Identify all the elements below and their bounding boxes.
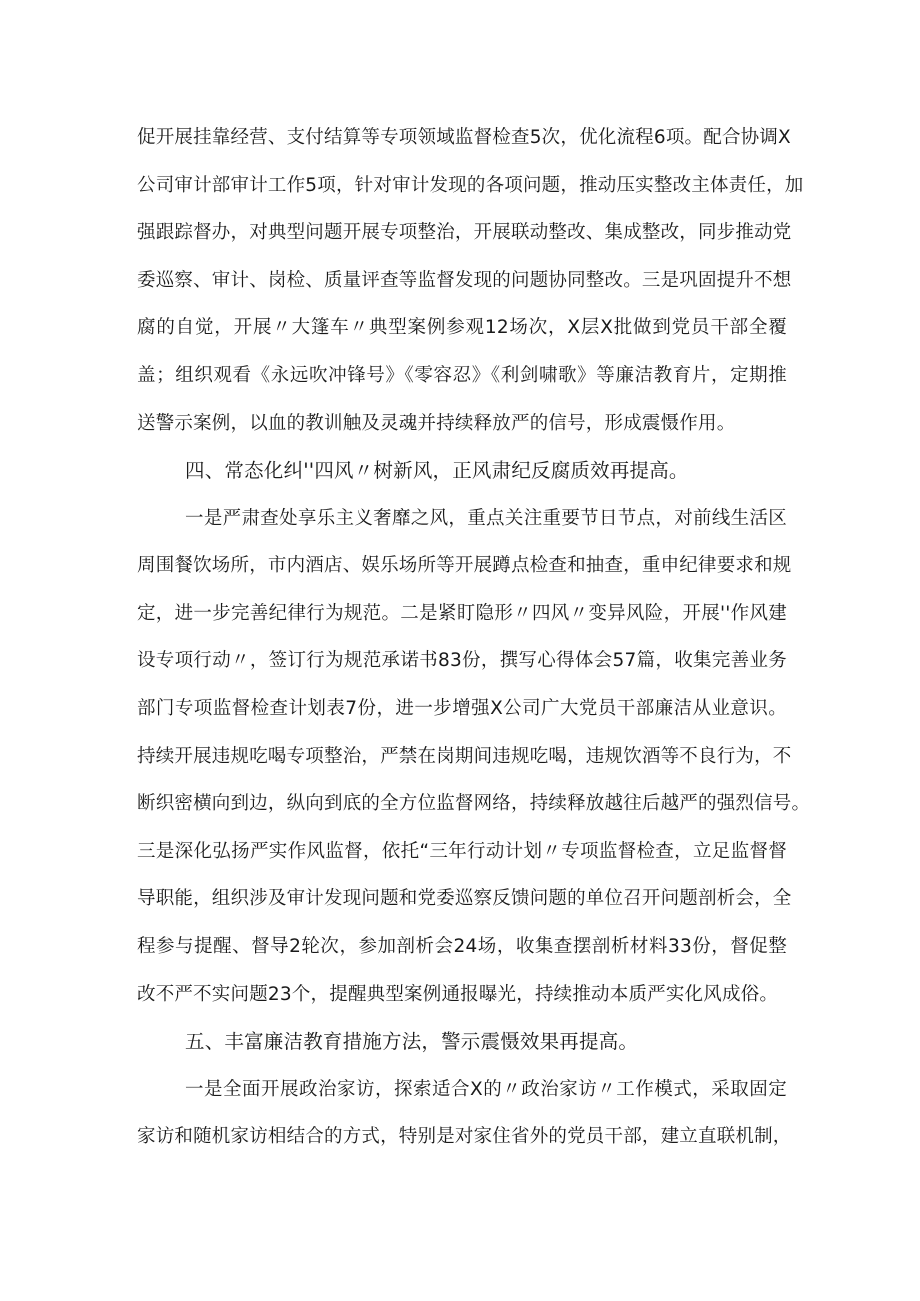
paragraph-line: 部门专项监督检查计划表7份，进一步增强X公司广大党员干部廉洁从业意识。 bbox=[137, 698, 787, 719]
section-heading-5: 五、丰富廉洁教育措施方法，警示震慑效果再提高。 bbox=[185, 1030, 639, 1053]
paragraph-line: 家访和随机家访相结合的方式，特别是对家住省外的党员干部，建立直联机制， bbox=[137, 1126, 792, 1147]
paragraph-line: 持续开展违规吃喝专项整治，严禁在岗期间违规吃喝，违规饮酒等不良行为，不 bbox=[137, 746, 792, 767]
paragraph-line: 一是全面开展政治家访，探索适合X的〃政治家访〃工作模式，采取固定 bbox=[185, 1079, 787, 1100]
paragraph-line: 定，进一步完善纪律行为规范。二是紧盯隐形〃四风〃变异风险，开展''作风建 bbox=[137, 603, 787, 624]
paragraph-line: 腐的自觉，开展〃大篷车〃典型案例参观12场次，X层X批做到党员干部全覆 bbox=[137, 317, 787, 338]
paragraph-line: 公司审计部审计工作5项，针对审计发现的各项问题，推动压实整改主体责任，加 bbox=[137, 175, 804, 196]
paragraph-line: 设专项行动〃，签订行为规范承诺书83份，撰写心得体会57篇，收集完善业务 bbox=[137, 650, 787, 671]
paragraph-line: 委巡察、审计、岗检、质量评查等监督发现的问题协同整改。三是巩固提升不想 bbox=[137, 270, 792, 291]
paragraph-line: 三是深化弘扬严实作风监督，依托“三年行动计划〃专项监督检查，立足监督督 bbox=[137, 841, 787, 862]
paragraph-line: 断织密横向到边，纵向到底的全方位监督网络，持续释放越往后越严的强烈信号。 bbox=[137, 793, 811, 814]
paragraph-line: 盖；组织观看《永远吹冲锋号》《零容忍》《利剑啸歌》等廉洁教育片，定期推 bbox=[137, 365, 787, 386]
paragraph-line: 程参与提醒、督导2轮次，参加剖析会24场，收集查摆剖析材料33份，督促整 bbox=[137, 936, 787, 957]
section-heading-4: 四、常态化纠''四风〃树新风，正风肃纪反腐质效再提高。 bbox=[185, 459, 689, 482]
paragraph-line: 周围餐饮场所，市内酒店、娱乐场所等开展蹲点检查和抽查，重申纪律要求和规 bbox=[137, 555, 792, 576]
paragraph-line: 一是严肃查处享乐主义奢靡之风，重点关注重要节日节点，对前线生活区 bbox=[185, 508, 787, 529]
paragraph-line: 强跟踪督办，对典型问题开展专项整治，开展联动整改、集成整改，同步推动党 bbox=[137, 222, 792, 243]
paragraph-line: 送警示案例，以血的教训触及灵魂并持续释放严的信号，形成震慑作用。 bbox=[137, 413, 736, 434]
paragraph-line: 导职能，组织涉及审计发现问题和党委巡察反馈问题的单位召开问题剖析会，全 bbox=[137, 888, 792, 909]
paragraph-line: 改不严不实问题23个，提醒典型案例通报曝光，持续推动本质严实化风成俗。 bbox=[137, 984, 779, 1005]
paragraph-line: 促开展挂靠经营、支付结算等专项领域监督检查5次，优化流程6项。配合协调X bbox=[137, 127, 791, 148]
